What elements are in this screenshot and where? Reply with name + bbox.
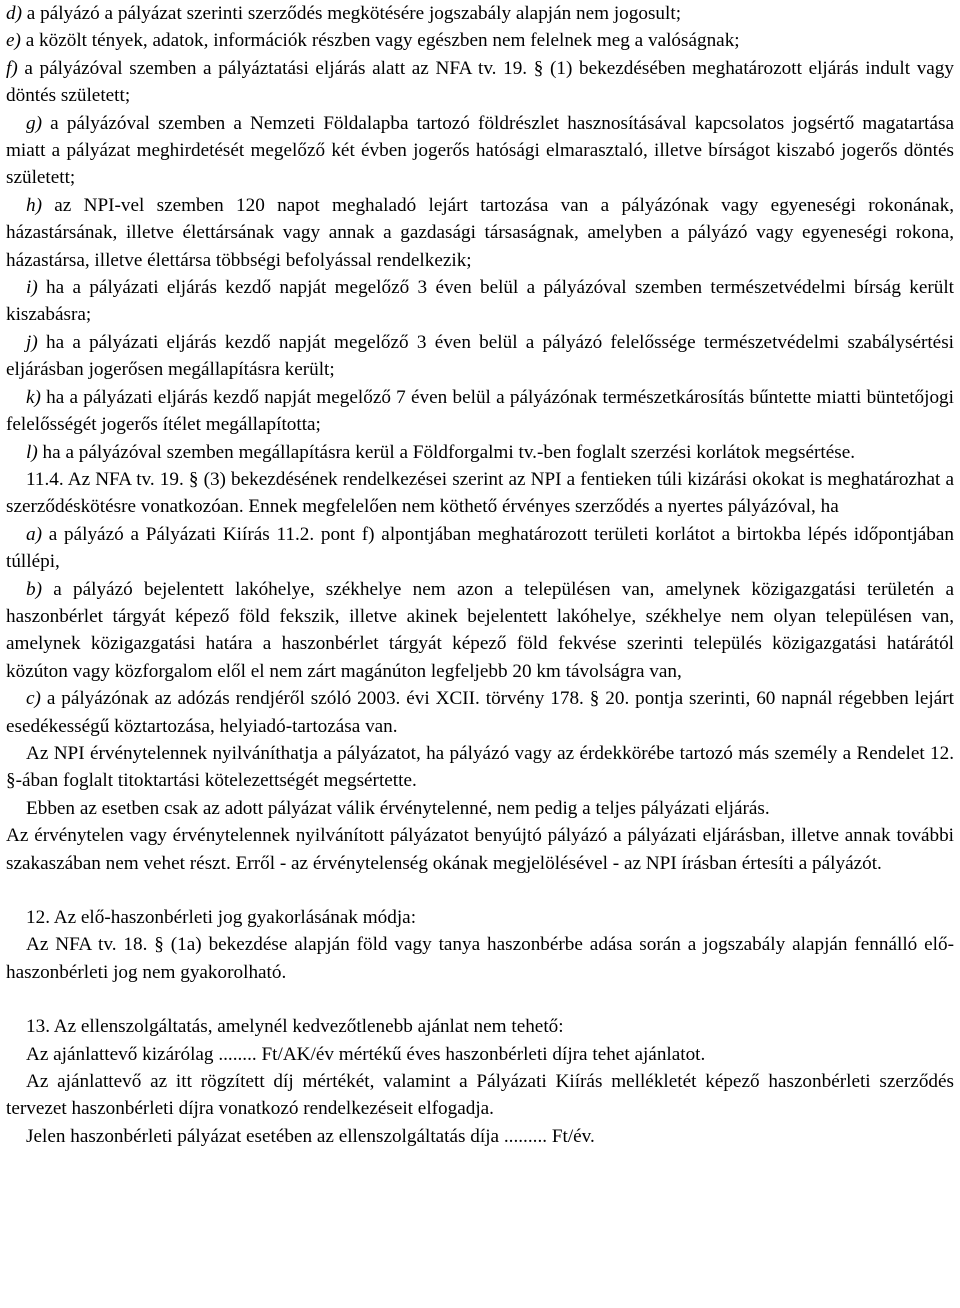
paragraph-text: Az érvénytelen vagy érvénytelennek nyilvánított pályázatot benyújtó pályázó a pályázati eljárásban, illetve annak további szakaszában nem vehet részt. Erről - az érvénytelenség okának megjelölésével - az NPI írásban értesíti a pályázót. (6, 825, 954, 874)
document-paragraph (6, 274, 954, 329)
document-paragraph (6, 0, 954, 27)
list-item-label: c) (26, 688, 41, 710)
paragraph-spacer (6, 877, 954, 904)
paragraph-text: a pályázó a pályázat szerinti szerződés megkötésére jogszabály alapján nem jogosult; (21, 3, 682, 24)
paragraph-text: a pályázó a Pályázati Kiírás 11.2. pont f) alpontjában meghatározott területi korlátot a birtokba lépés időpontjában túllépi, (6, 523, 954, 573)
list-item-label: g) (26, 112, 42, 134)
list-item-label: l) (26, 441, 38, 463)
paragraph-text: az NPI-vel szemben 120 napot meghaladó lejárt tartozása van a pályázónak vagy egyeneségi rokonának, házastársának, illetve élettársának vagy annak a gazdasági társaságnak, amelyben a pályázó vagy egyeneségi rokona, házastársa, illetve élettársa többségi befolyással rendelkezik; (6, 194, 954, 271)
paragraph-text: ha a pályázati eljárás kezdő napját megelőző 3 éven belül a pályázóval szemben természetvédelmi bírság került kiszabásra; (6, 277, 954, 326)
paragraph-text: a pályázó bejelentett lakóhelye, székhelye nem azon a településen van, amelynek közigazgatási területén a haszonbérlet tárgyát képező föld fekszik, illetve akinek bejelentett lakóhelye, székhelye nem olyan településen van, amelynek közigazgatási határa a haszonbérlet tárgyát képező föld fekvése szerinti település közigazgatási határától közúton vagy közforgalom elől el nem zárt magánúton legfeljebb 20 km távolságra van, (6, 578, 954, 682)
paragraph-text: Az NFA tv. 18. § (1a) bekezdése alapján föld vagy tanya haszonbérbe adása során a jogszabály alapján fennálló elő-haszonbérleti jog nem gyakorolható. (6, 934, 954, 983)
list-item-label: e) (6, 30, 21, 52)
list-item-label: i) (26, 277, 38, 299)
paragraph-text: Az NPI érvénytelennek nyilváníthatja a pályázatot, ha pályázó vagy az érdekkörébe tartozó más személy a Rendelet 12. §-ában foglalt titoktartási kötelezettségét megsértette. (6, 742, 954, 792)
document-paragraph (6, 1041, 954, 1068)
document-paragraph (6, 384, 954, 439)
paragraph-spacer (6, 986, 954, 1013)
paragraph-text: Jelen haszonbérleti pályázat esetében az ellenszolgáltatás díja ......... Ft/év. (26, 1125, 595, 1147)
document-paragraph (6, 822, 954, 877)
document-paragraph (6, 1123, 954, 1150)
list-item-label: a) (26, 523, 42, 545)
document-paragraph (6, 904, 954, 931)
list-item-label: k) (26, 386, 41, 408)
document-paragraph (6, 931, 954, 986)
paragraph-text: 11.4. Az NFA tv. 19. § (3) bekezdésének rendelkezései szerint az NPI a fentieken túli kizárási okokat is meghatározhat a szerződéskötésre vonatkozóan. Ennek megfelelően nem köthető érvényes szerződés a nyertes pályázóval, ha (6, 468, 954, 518)
list-item-label: j) (26, 331, 38, 353)
document-paragraph (6, 1013, 954, 1040)
document-paragraph (6, 27, 954, 54)
paragraph-text: ha a pályázóval szemben megállapításra kerül a Földforgalmi tv.-ben foglalt szerzési korlátok megsértése. (37, 441, 856, 463)
document-paragraph (6, 329, 954, 384)
paragraph-text: Ebben az esetben csak az adott pályázat válik érvénytelenné, nem pedig a teljes pályázati eljárás. (26, 797, 770, 819)
paragraph-text: ha a pályázati eljárás kezdő napját megelőző 3 éven belül a pályázó felelőssége természetvédelmi szabálysértési eljárásban jogerősen megállapításra került; (6, 331, 954, 381)
list-item-label: h) (26, 194, 42, 216)
document-paragraph (6, 439, 954, 466)
list-item-label: f) (6, 57, 18, 79)
document-paragraph (6, 55, 954, 110)
paragraph-text: a pályázóval szemben a pályáztatási eljárás alatt az NFA tv. 19. § (1) bekezdésében meghatározott eljárás indult vagy döntés született; (6, 57, 954, 107)
document-paragraph (6, 740, 954, 795)
document-paragraph (6, 795, 954, 822)
paragraph-text: a pályázóval szemben a Nemzeti Földalapba tartozó földrészlet hasznosításával kapcsolatos jogsértő magatartása miatt a pályázat meghirdetését megelőző két évben jogerős hatósági elmarasztaló, illetve bírságot kiszabó jogerős döntés született; (6, 112, 954, 189)
paragraph-text: Az ajánlattevő kizárólag ........ Ft/AK/év mértékű éves haszonbérleti díjra tehet ajánlatot. (26, 1043, 706, 1065)
document-paragraph (6, 685, 954, 740)
list-item-label: d) (6, 3, 22, 24)
paragraph-text: Az ajánlattevő az itt rögzített díj mértékét, valamint a Pályázati Kiírás mellékletét képező haszonbérleti szerződés tervezet haszonbérleti díjra vonatkozó rendelkezéseit elfogadja. (6, 1071, 954, 1120)
document-paragraph (6, 110, 954, 192)
paragraph-text: 12. Az elő-haszonbérleti jog gyakorlásának módja: (26, 907, 417, 928)
paragraph-text: 13. Az ellenszolgáltatás, amelynél kedvezőtlenebb ajánlat nem tehető: (26, 1016, 564, 1038)
paragraph-text: a pályázónak az adózás rendjéről szóló 2003. évi XCII. törvény 178. § 20. pontja szerinti, 60 napnál régebben lejárt esedékességű köztartozása, helyiadó-tartozása van. (6, 688, 954, 737)
document-paragraph (6, 576, 954, 686)
paragraph-text: a közölt tények, adatok, információk részben vagy egészben nem felelnek meg a valóságnak; (20, 30, 740, 52)
list-item-label: b) (26, 578, 42, 600)
paragraph-text: ha a pályázati eljárás kezdő napját megelőző 7 éven belül a pályázónak természetkárosítás bűntette miatti büntetőjogi felelősségét jogerős ítélet megállapította; (6, 386, 954, 436)
document-paragraph (6, 466, 954, 521)
document-paragraph (6, 1068, 954, 1123)
document-paragraph (6, 192, 954, 274)
document-paragraph (6, 521, 954, 576)
